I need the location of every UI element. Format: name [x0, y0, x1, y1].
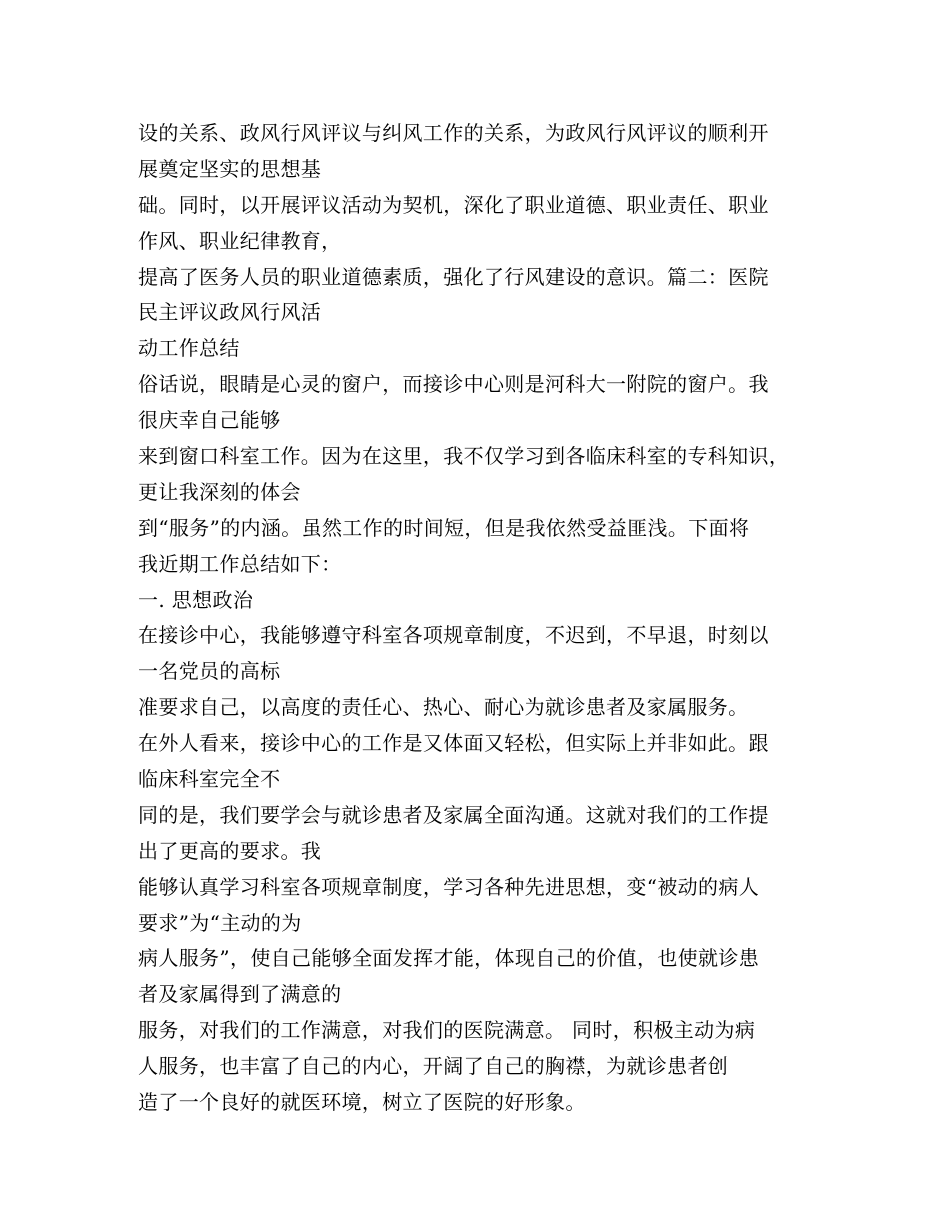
text-line: 造了一个良好的就医环境，树立了医院的好形象。 [138, 1090, 586, 1115]
text-line: 俗话说，眼睛是心灵的窗户，而接诊中心则是河科大一附院的窗户。我 [138, 372, 769, 397]
text-line: 提高了医务人员的职业道德素质，强化了行风建设的意识。篇二：医院 [138, 264, 769, 289]
text-line: 者及家属得到了满意的 [138, 982, 342, 1007]
text-line: 很庆幸自己能够 [138, 408, 281, 433]
text-line: 我近期工作总结如下： [138, 551, 342, 576]
text-line: 设的关系、政风行风评议与纠风工作的关系，为政风行风评议的顺利开 [138, 121, 769, 145]
text-line: 能够认真学习科室各项规章制度，学习各种先进思想，变“被动的病人 [138, 874, 760, 899]
section-heading: 一. 思想政治 [138, 587, 254, 612]
text-line: 作风、职业纪律教育， [138, 228, 342, 253]
text-line: 要求”为“主动的为 [138, 910, 302, 935]
text-line: 人服务，也丰富了自己的内心，开阔了自己的胸襟，为就诊患者创 [138, 1054, 729, 1079]
text-line: 民主评议政风行风活 [138, 300, 322, 325]
text-line: 临床科室完全不 [138, 767, 281, 792]
text-line: 更让我深刻的体会 [138, 479, 301, 504]
text-line: 同的是，我们要学会与就诊患者及家属全面沟通。这就对我们的工作提 [138, 802, 769, 827]
text-line: 出了更高的要求。我 [138, 838, 322, 863]
text-line: 来到窗口科室工作。因为在这里，我不仅学习到各临床科室的专科知识， [138, 444, 790, 469]
text-line: 到“服务”的内涵。虽然工作的时间短，但是我依然受益匪浅。下面将 [138, 515, 750, 540]
text-line: 础。同时，以开展评议活动为契机，深化了职业道德、职业责任、职业 [138, 192, 769, 217]
text-line: 一名党员的高标 [138, 659, 281, 684]
text-line: 在外人看来，接诊中心的工作是又体面又轻松，但实际上并非如此。跟 [138, 731, 769, 756]
text-line: 展奠定坚实的思想基 [138, 156, 322, 181]
text-line: 病人服务”，使自己能够全面发挥才能，体现自己的价值，也使就诊患 [138, 946, 760, 971]
text-line: 服务，对我们的工作满意，对我们的医院满意。 同时，积极主动为病 [138, 1018, 756, 1043]
document-body [138, 116, 828, 1121]
section-title-line: 动工作总结 [138, 336, 240, 361]
text-line: 在接诊中心，我能够遵守科室各项规章制度，不迟到，不早退，时刻以 [138, 623, 769, 648]
text-line: 准要求自己，以高度的责任心、热心、耐心为就诊患者及家属服务。 [138, 695, 749, 720]
